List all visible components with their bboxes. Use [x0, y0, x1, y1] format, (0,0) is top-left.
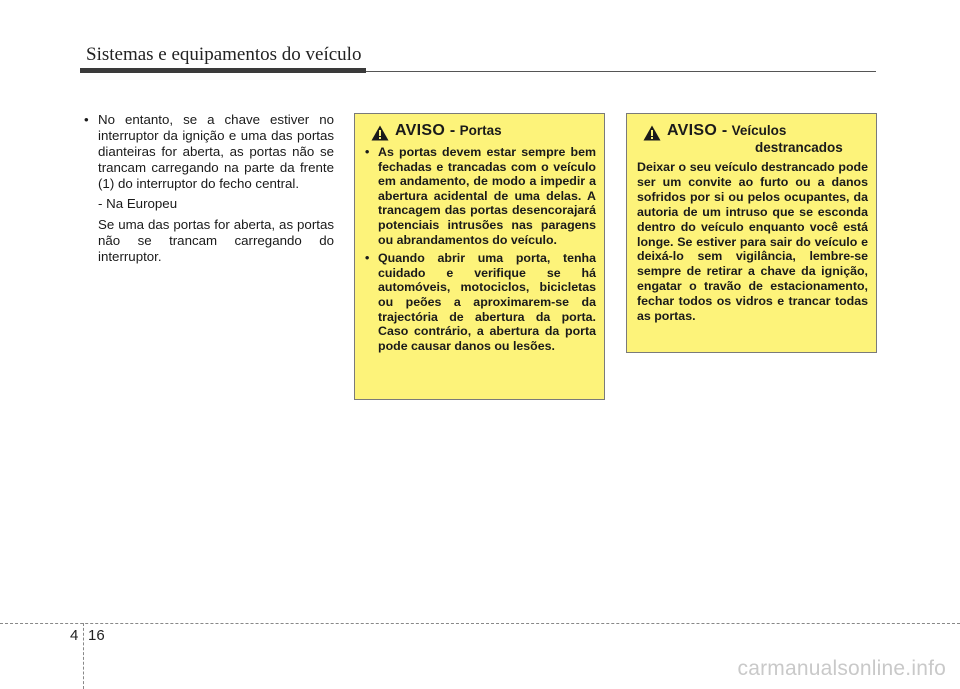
europe-text: Se uma das portas for aberta, as portas não se trancam carregando do interruptor. — [98, 216, 334, 264]
warning-text: Deixar o seu veículo destrancado pode ser um convite ao furto ou a danos sofridos por si ou pelos ocupantes, da autoria de um intruso que se esconda dentro do veículo enquanto você está longe. Se estiver para sair do veículo e deixá-lo sem vigilância, lembre-se sempre de retirar a chave da ignição, engatar o travão de estacionamento, fechar todos os vidros e trancar todas as portas. — [637, 160, 868, 324]
header-rule — [366, 71, 876, 72]
body-column — [84, 112, 334, 265]
bullet-paragraph — [84, 112, 334, 192]
warning-box-unlocked-vehicles — [626, 113, 877, 353]
bullet-marker: • — [365, 145, 370, 159]
watermark: carmanualsonline.info — [737, 657, 946, 680]
warning-item-text: Quando abrir uma porta, tenha cuidado e verifique se há automóveis, motociclos, bicicletas ou peões a aproximarem-se da trajectória de abertura da porta. Caso contrário, a abertura da porta pode causar danos ou lesões. — [378, 251, 596, 353]
warning-heading — [667, 122, 843, 156]
warning-list — [365, 145, 596, 353]
warning-triangle-icon — [371, 125, 389, 141]
header-bar — [80, 68, 366, 73]
chapter-number: 4 — [70, 627, 79, 644]
warning-item — [365, 145, 596, 247]
bullet-marker: • — [365, 251, 370, 266]
warning-header — [637, 122, 868, 156]
warning-header — [365, 122, 596, 141]
bullet-marker: • — [84, 112, 89, 127]
warning-heading — [395, 122, 502, 139]
page-number: 16 — [88, 627, 105, 644]
warning-label: AVISO - — [667, 122, 728, 139]
bullet-text: No entanto, se a chave estiver no interruptor da ignição e uma das portas dianteiras for aberta, as portas não se trancam carregando na parte da frente (1) do interruptor do fecho central. — [98, 112, 334, 192]
warning-box-doors — [354, 113, 605, 400]
warning-subject: Portas — [459, 123, 502, 138]
warning-subject-line2: destrancados — [755, 140, 843, 155]
warning-subject: Veículos — [731, 123, 787, 138]
footer-divider — [83, 623, 84, 689]
warning-item — [365, 251, 596, 353]
section-title: Sistemas e equipamentos do veículo — [86, 44, 362, 65]
warning-label: AVISO - — [395, 122, 456, 139]
europe-label: - Na Europeu — [98, 196, 178, 212]
footer-rule — [0, 623, 960, 624]
warning-triangle-icon — [643, 125, 661, 141]
warning-item-text: As portas devem estar sempre bem fechadas e trancadas com o veículo em andamento, de modo a impedir a abertura acidental de uma delas. A trancagem das portas desencorajará potenciais intrusões nas paragens ou abrandamentos do veículo. — [378, 145, 596, 247]
